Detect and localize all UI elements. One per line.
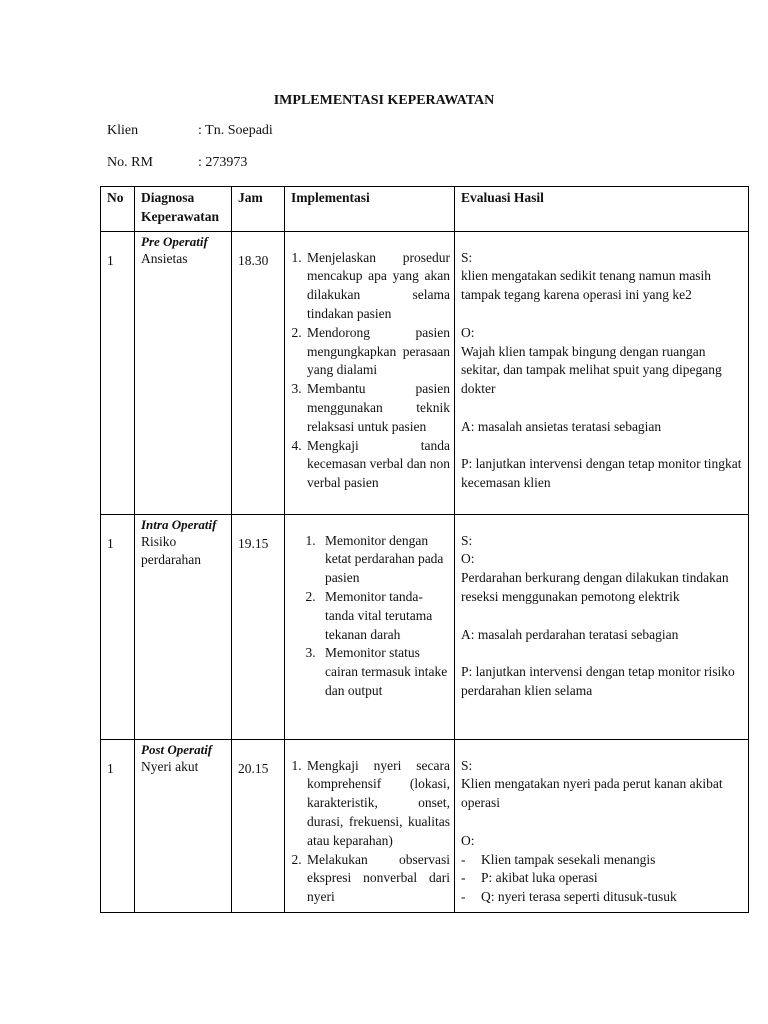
phase-label: Post Operatif (141, 741, 213, 757)
eval-s-text: klien mengatakan sedikit tenang namun masih tampak tegang karena operasi ini yang ke2 (461, 268, 712, 303)
list-item: 3. Membantu pasien menggunakan teknik relaksasi untuk pasien (305, 380, 450, 436)
klien-line (107, 123, 273, 139)
list-item: 2. Memonitor tanda-tanda vital terutama tekanan darah (319, 588, 450, 644)
list-item: 2. Mendorong pasien mengungkapkan perasaan yang dialami (305, 324, 450, 380)
row-jam: 18.30 (232, 231, 285, 514)
eval-p-text: P: lanjutkan intervensi dengan tetap monitor risiko perdarahan klien selama (461, 664, 735, 698)
row-diagnosa (135, 739, 232, 912)
table-row (101, 231, 749, 514)
list-item: 1. Memonitor dengan ketat perdarahan pada pasien (319, 532, 450, 588)
diagnosa-text: Nyeri akut (141, 758, 199, 774)
row-implementasi (285, 231, 455, 514)
list-item: 4. Mengkaji tanda kecemasan verbal dan non verbal pasien (305, 437, 450, 493)
rm-label: No. RM (107, 155, 153, 170)
implementasi-list (291, 249, 450, 493)
implementasi-list (291, 532, 450, 701)
phase-label: Intra Operatif (141, 516, 217, 532)
eval-a-text: A: masalah ansietas teratasi sebagian (461, 418, 662, 434)
table-row (101, 514, 749, 739)
header-implementasi: Implementasi (285, 187, 455, 232)
list-item: 2. Melakukan observasi ekspresi nonverbal dari nyeri (305, 851, 450, 907)
header-jam: Jam (232, 187, 285, 232)
klien-value: : Tn. Soepadi (198, 123, 273, 138)
row-no: 1 (101, 739, 135, 912)
eval-bullet-list (461, 851, 744, 907)
implementasi-list (291, 757, 450, 907)
list-item: 1. Mengkaji nyeri secara komprehensif (lokasi, karakteristik, onset, durasi, frekuensi, kualitas atau keparahan) (305, 757, 450, 851)
row-no: 1 (101, 231, 135, 514)
eval-o-label: O: (461, 551, 475, 567)
list-item: - Klien tampak sesekali menangis (461, 851, 744, 870)
list-item: - Q: nyeri terasa seperti ditusuk-tusuk (461, 888, 744, 907)
row-implementasi (285, 739, 455, 912)
row-no: 1 (101, 514, 135, 739)
diagnosa-text: Ansietas (141, 250, 188, 266)
row-diagnosa (135, 231, 232, 514)
document-title: IMPLEMENTASI KEPERAWATAN (273, 93, 495, 108)
eval-o-label: O: (461, 832, 475, 848)
eval-o-text: Wajah klien tampak bingung dengan ruangan sekitar, dan tampak melihat spuit yang dipegang dokter (461, 343, 722, 397)
row-jam: 19.15 (232, 514, 285, 739)
header-evaluasi: Evaluasi Hasil (455, 187, 749, 232)
rm-value: : 273973 (198, 155, 248, 170)
header-no: No (101, 187, 135, 232)
table-header-row (101, 187, 749, 232)
row-jam: 20.15 (232, 739, 285, 912)
list-item: 1. Menjelaskan prosedur mencakup apa yang akan dilakukan selama tindakan pasien (305, 249, 450, 324)
diagnosa-text: Risiko perdarahan (141, 533, 201, 568)
eval-a-text: A: masalah perdarahan teratasi sebagian (461, 626, 679, 642)
table-row (101, 739, 749, 912)
eval-s-label: S: (461, 532, 473, 548)
eval-o-label: O: (461, 324, 475, 340)
eval-o-text: Perdarahan berkurang dengan dilakukan tindakan reseksi menggunakan pemotong elektrik (461, 570, 729, 604)
header-diagnosa-line2: Keperawatan (141, 208, 219, 224)
eval-s-label: S: (461, 757, 473, 773)
eval-p-text: P: lanjutkan intervensi dengan tetap monitor tingkat kecemasan klien (461, 456, 742, 491)
implementation-table (100, 186, 749, 913)
row-evaluasi (455, 739, 749, 912)
row-evaluasi (455, 231, 749, 514)
row-evaluasi (455, 514, 749, 739)
row-implementasi (285, 514, 455, 739)
row-diagnosa (135, 514, 232, 739)
phase-label: Pre Operatif (141, 233, 208, 249)
klien-label: Klien (107, 123, 139, 138)
eval-s-text: Klien mengatakan nyeri pada perut kanan akibat operasi (461, 776, 723, 811)
header-diagnosa-line1: Diagnosa (141, 190, 195, 205)
header-diagnosa (135, 187, 232, 232)
rm-line (107, 155, 247, 171)
list-item: 3. Memonitor status cairan termasuk intake dan output (319, 644, 450, 700)
list-item: - P: akibat luka operasi (461, 869, 744, 888)
eval-s-label: S: (461, 249, 473, 265)
